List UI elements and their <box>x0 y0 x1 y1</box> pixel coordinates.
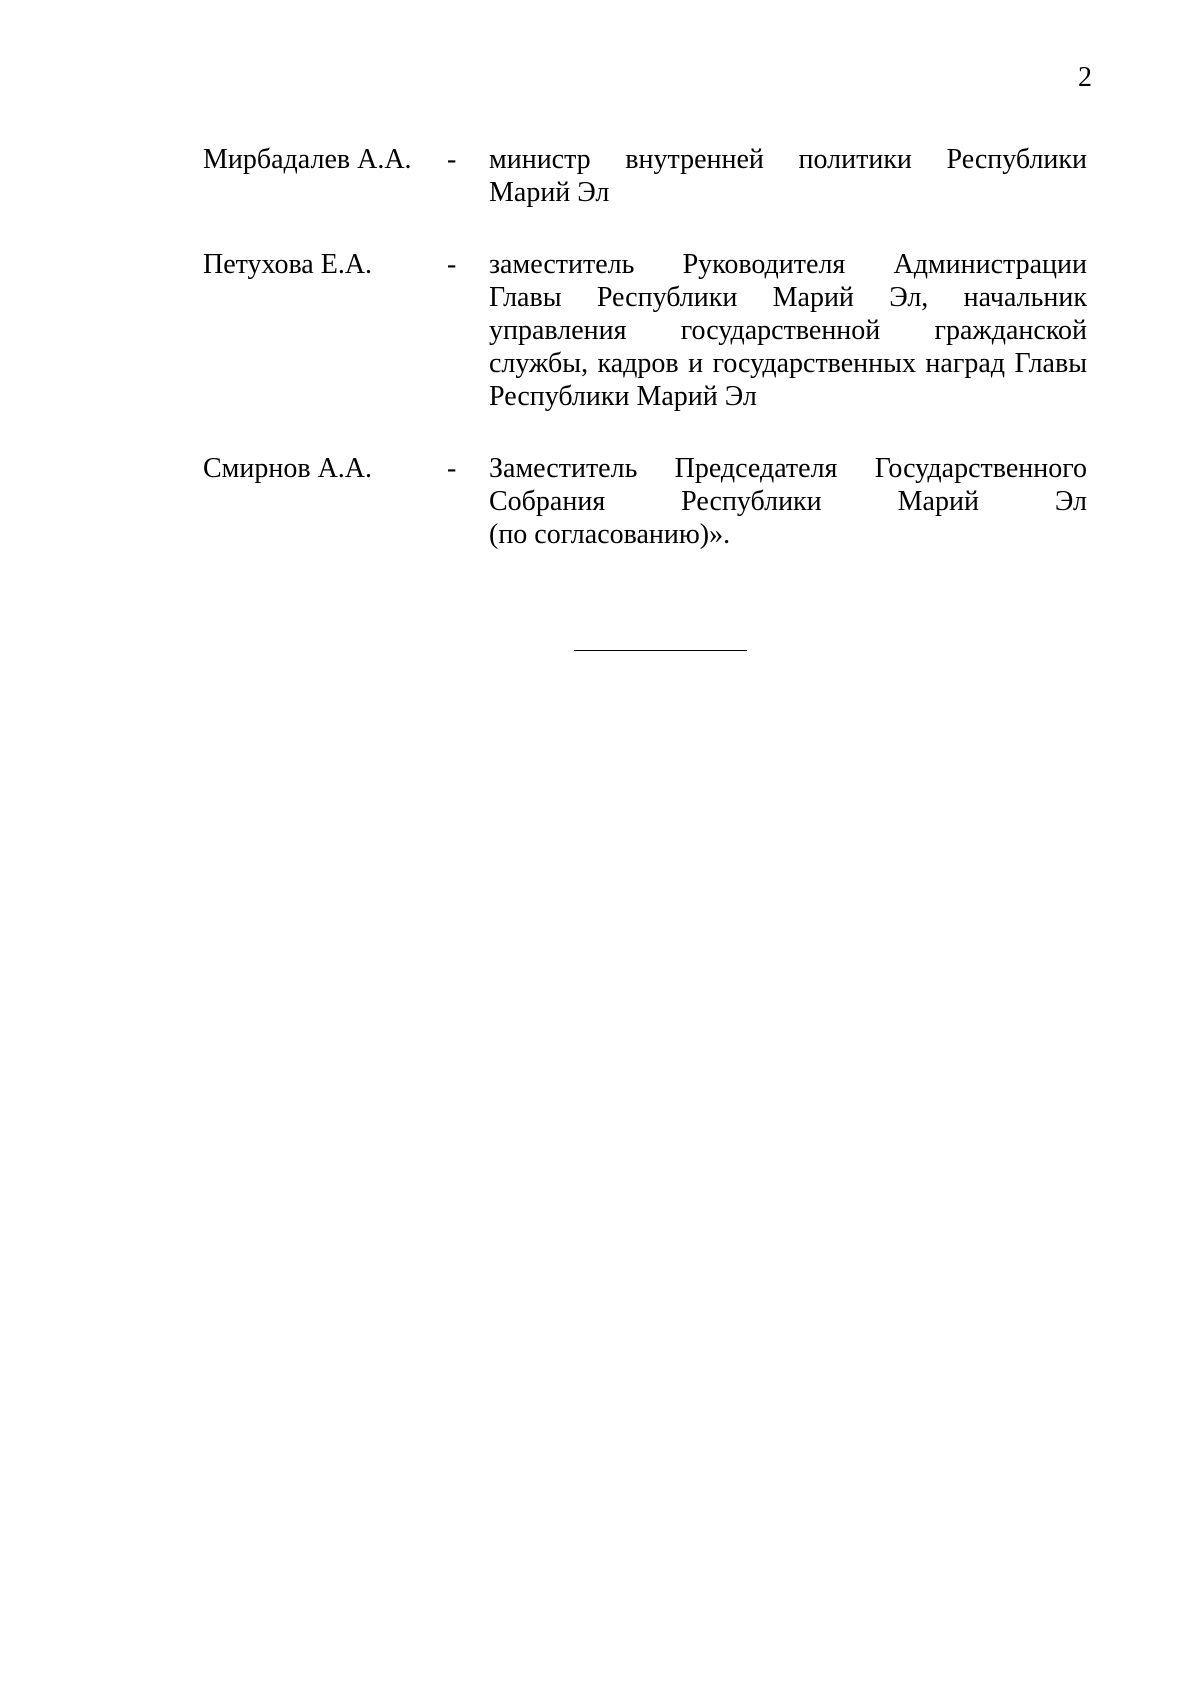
member-position <box>489 452 1087 551</box>
member-name: Петухова Е.А. <box>203 249 373 280</box>
dash-separator: - <box>447 453 457 484</box>
dash-separator: - <box>447 249 457 280</box>
position-line: управления государственной гражданской <box>489 315 1087 346</box>
closing-separator-line <box>574 650 747 651</box>
member-name: Смирнов А.А. <box>203 453 373 484</box>
position-line: заместитель Руководителя Администрации <box>489 249 1087 280</box>
position-line: (по согласованию)». <box>489 519 731 550</box>
position-line: Собрания Республики Марий Эл <box>489 486 1087 517</box>
position-line: Заместитель Председателя Государственного <box>489 453 1087 484</box>
position-line: Главы Республики Марий Эл, начальник <box>489 282 1087 313</box>
position-line: Республики Марий Эл <box>489 381 757 412</box>
page-number: 2 <box>1078 62 1092 93</box>
member-position <box>489 248 1087 413</box>
position-line: Марий Эл <box>489 177 610 208</box>
member-position <box>489 143 1087 209</box>
position-line: службы, кадров и государственных наград Главы <box>489 348 1087 379</box>
position-line: министр внутренней политики Республики <box>489 144 1087 175</box>
dash-separator: - <box>447 144 457 175</box>
member-name: Мирбадалев А.А. <box>203 144 412 175</box>
